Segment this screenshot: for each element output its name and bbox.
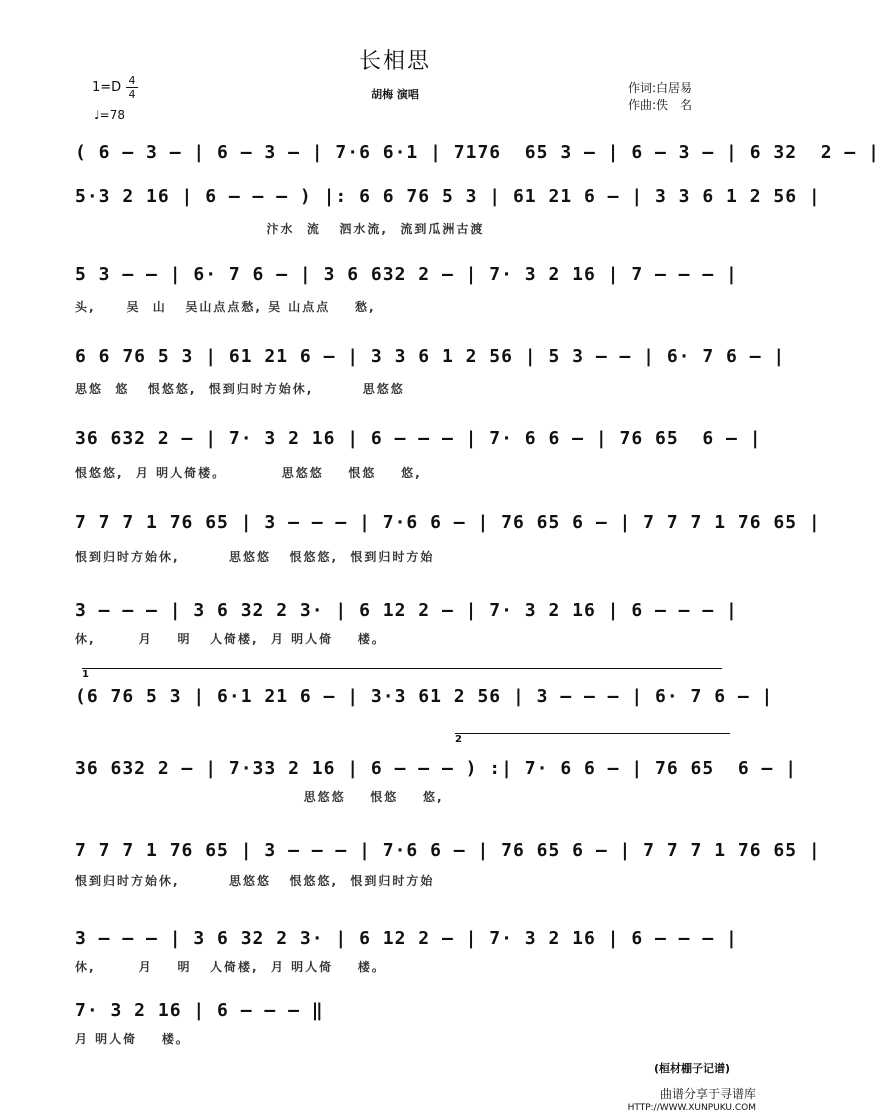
site-name: 曲谱分享于寻谱库 [659,1087,756,1101]
lyrics-line: 恨到归时方始休, 思悠悠 恨悠悠, 恨到归时方始 [75,550,435,564]
lyrics-line: 汴水 流 泗水流, 流到瓜洲古渡 [75,222,485,236]
notation-line: 36 632 2 – | 7·33 2 16 | 6 – – – ) :| 7· 6 6 – | 76 65 6 – | [75,758,798,779]
first-ending-number: 1 [82,669,89,680]
transcriber-credit: (桓材棚子记谱) [653,1062,730,1075]
notation-line: 6 6 76 5 3 | 61 21 6 – | 3 3 6 1 2 56 | 5 3 – – | 6· 7 6 – | [75,346,786,367]
lyrics-line: 头, 吴 山 吴山点点愁, 吴 山点点 愁, [75,300,376,314]
lyrics-line: 休, 月 明 人倚楼, 月 明人倚 楼。 [75,632,386,646]
notation-line: (6 76 5 3 | 6·1 21 6 – | 3·3 61 2 56 | 3 – – – | 6· 7 6 – | [75,686,774,707]
notation-line: ( 6 – 3 – | 6 – 3 – | 7·6 6·1 | 7176 65 3 – | 6 – 3 – | 6 32 2 – | [75,142,880,163]
credits-block [628,80,692,114]
first-ending-bracket [82,668,722,680]
lyrics-line: 恨悠悠, 月 明人倚楼。 思悠悠 恨悠 悠, [75,466,422,480]
site-url[interactable]: HTTP://WWW.XUNPUKU.COM [627,1103,756,1113]
singer-credit: 胡梅 演唱 [371,88,419,101]
notation-line: 3 – – – | 3 6 32 2 3· | 6 12 2 – | 7· 3 2 16 | 6 – – – | [75,928,738,949]
notation-line: 7· 3 2 16 | 6 – – – ‖ [75,1000,324,1021]
second-ending-bracket [455,733,730,745]
lyrics-line: 休, 月 明 人倚楼, 月 明人倚 楼。 [75,960,386,974]
second-ending-number: 2 [455,734,462,745]
lyrics-line: 思悠悠 恨悠 悠, [75,790,444,804]
site-watermark [628,1087,756,1115]
lyrics-line: 恨到归时方始休, 思悠悠 恨悠悠, 恨到归时方始 [75,874,435,888]
lyrics-line: 月 明人倚 楼。 [75,1032,190,1046]
time-signature-bottom: 4 [128,88,136,101]
notation-line: 3 – – – | 3 6 32 2 3· | 6 12 2 – | 7· 3 2 16 | 6 – – – | [75,600,738,621]
notation-line: 5 3 – – | 6· 7 6 – | 3 6 632 2 – | 7· 3 2 16 | 7 – – – | [75,264,738,285]
lyrics-line: 思悠 悠 恨悠悠, 恨到归时方始休, 思悠悠 [75,382,405,396]
notation-line: 36 632 2 – | 7· 3 2 16 | 6 – – – | 7· 6 6 – | 76 65 6 – | [75,428,762,449]
tempo-marking: ♩=78 [94,108,125,122]
notation-line: 7 7 7 1 76 65 | 3 – – – | 7·6 6 – | 76 65 6 – | 7 7 7 1 76 65 | [75,840,821,861]
lyricist: 作词:白居易 [628,81,693,95]
page-title: 长相思 [358,49,431,74]
time-signature-top: 4 [126,74,138,88]
key-signature: 1=D [92,80,122,95]
notation-line: 5·3 2 16 | 6 – – – ) |: 6 6 76 5 3 | 61 21 6 – | 3 3 6 1 2 56 | [75,186,821,207]
composer: 作曲:佚 名 [628,98,693,112]
notation-line: 7 7 7 1 76 65 | 3 – – – | 7·6 6 – | 76 65 6 – | 7 7 7 1 76 65 | [75,512,821,533]
